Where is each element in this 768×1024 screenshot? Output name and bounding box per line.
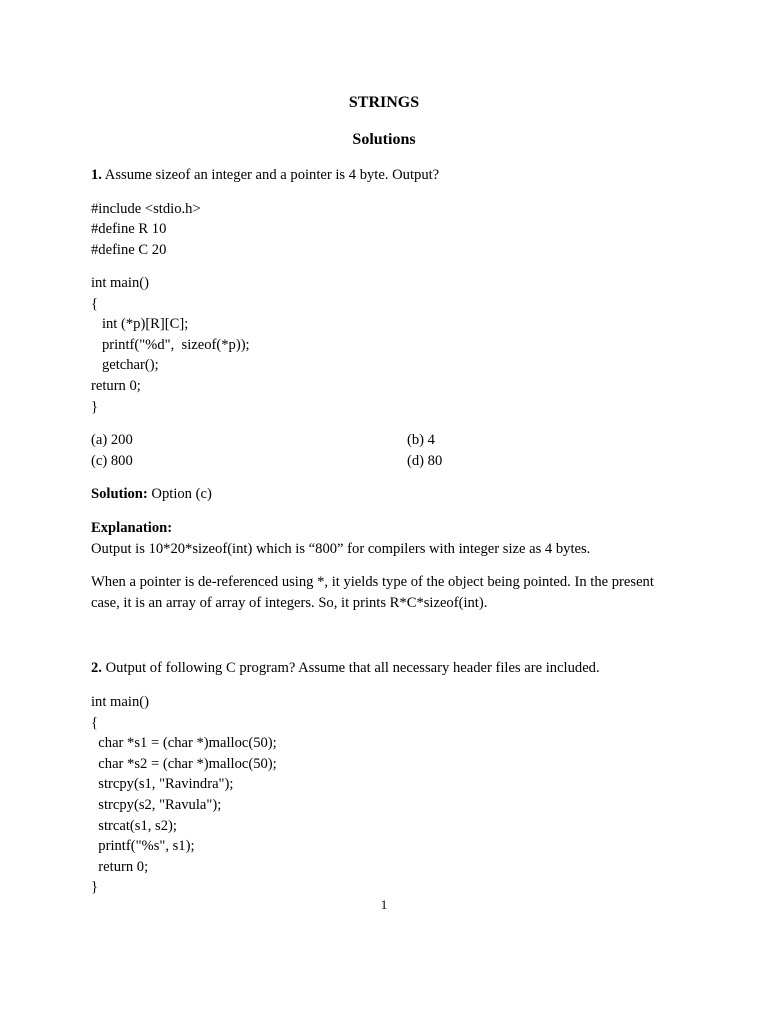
question-2 [91, 658, 600, 678]
code-line: int main() [91, 694, 149, 710]
page-number: 1 [380, 897, 388, 912]
code-line: #include <stdio.h> [91, 201, 201, 217]
option-d: (d) 80 [407, 453, 443, 469]
solution [91, 484, 212, 504]
page-title: STRINGS [348, 94, 420, 111]
code-line: { [91, 296, 99, 312]
explanation-text: Output is 10*20*sizeof(int) which is “800” for compilers with integer size as 4 bytes. [91, 541, 591, 557]
code-line: char *s1 = (char *)malloc(50); [91, 735, 277, 751]
code-line: return 0; [91, 859, 149, 875]
code-line: return 0; [91, 378, 141, 394]
code-line: int main() [91, 275, 149, 291]
code-line: } [91, 399, 99, 415]
question-text: Assume sizeof an integer and a pointer is 4 byte. Output? [101, 167, 440, 183]
code-line: #define C 20 [91, 242, 167, 258]
code-line: char *s2 = (char *)malloc(50); [91, 756, 277, 772]
code-line: #define R 10 [91, 221, 167, 237]
code-line: { [91, 715, 99, 731]
question-text: Output of following C program? Assume that all necessary header files are included. [101, 660, 600, 676]
explanation-paragraph: case, it is an array of array of integers. So, it prints R*C*sizeof(int). [91, 595, 488, 611]
solution-value: Option (c) [147, 486, 212, 502]
question-number: 1. [91, 167, 102, 183]
code-line: strcat(s1, s2); [91, 818, 177, 834]
question-1 [91, 165, 439, 185]
code-line: printf("%s", s1); [91, 838, 195, 854]
code-line: int (*p)[R][C]; [91, 316, 189, 332]
code-line: } [91, 879, 99, 895]
code-line: getchar(); [91, 357, 159, 373]
code-line: strcpy(s2, "Ravula"); [91, 797, 222, 813]
page-subtitle: Solutions [352, 131, 416, 148]
option-a: (a) 200 [91, 432, 133, 448]
option-c: (c) 800 [91, 453, 133, 469]
question-number: 2. [91, 660, 102, 676]
explanation-label: Explanation: [91, 520, 173, 536]
solution-label: Solution: [91, 486, 148, 502]
explanation-paragraph: When a pointer is de-referenced using *, it yields type of the object being pointed. In the present [91, 574, 654, 590]
option-b: (b) 4 [407, 432, 435, 448]
code-line: strcpy(s1, "Ravindra"); [91, 776, 234, 792]
code-line: printf("%d", sizeof(*p)); [91, 337, 250, 353]
